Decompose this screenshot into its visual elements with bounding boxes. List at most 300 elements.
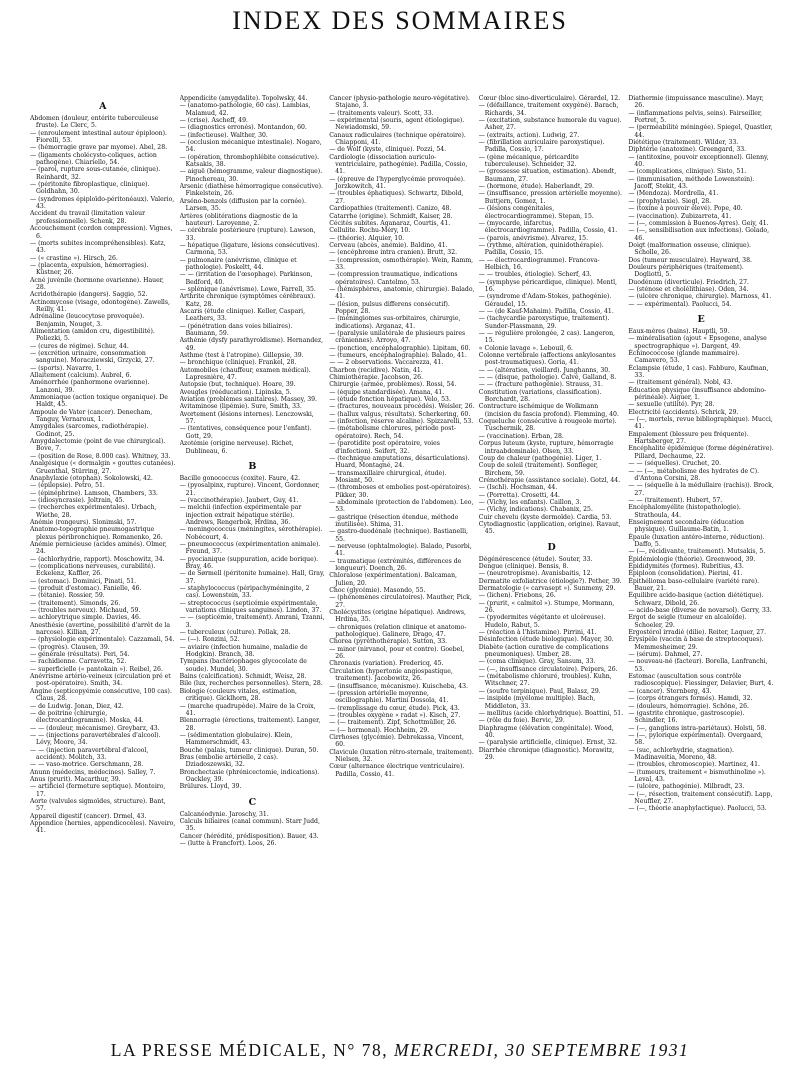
index-entry: — (insuffisance, mécanisme). Kuischeba, 43. <box>329 682 468 690</box>
index-entry: — (progrès). Clausen, 39. <box>30 643 110 651</box>
index-entry: — — (—, métabolisme des hydrates de C). d'Antona Corsini, 28. <box>628 467 760 482</box>
index-entry: — — (de Kauf-Mahaim). Padilla, Cossio, 41. <box>478 307 614 315</box>
index-entry: Brûlures. Lloyd, 39. <box>179 783 242 791</box>
index-entry: — (Vichy, les enfants). Caillon, 3. <box>478 498 582 506</box>
index-entry: — (hormone, étude). Haberlandt, 29. <box>478 183 594 191</box>
index-entry: Cardiopathies (traitement). Canizo, 48. <box>329 205 452 213</box>
index-entry: — (étude fonction hépatique). Velo, 53. <box>329 396 451 404</box>
index-entry: Diabète (action curative de complications pneumoniques). Umber, 28. <box>478 643 609 659</box>
index-columns <box>30 95 774 1027</box>
index-entry: — (neurotropisme). Avanisbaitis, 12. <box>478 570 593 578</box>
index-entry: Anaphylaxie (otophan). Sokolowski, 42. <box>30 474 153 482</box>
index-entry: — (compression traumatique, indications opératoires). Cantelmo, 53. <box>329 271 458 286</box>
index-entry: — (—, récidivante, traitement). Mutsakis, 5. <box>628 548 766 556</box>
index-entry: — — 2 observations. Vaccarezza, 41. <box>329 359 444 367</box>
index-entry: — (produit d'estomac). Fanielle, 46. <box>30 585 142 592</box>
index-entry: Anémie pernicieuse (acides aminés). Olmer, 24. <box>30 540 167 556</box>
index-entry: — tuberculeux (culture). Pollak, 28. <box>179 629 291 637</box>
index-entry: Anesthésie (avertine, possibilité d'arrêt de la narcose). Killian, 27. <box>30 621 171 637</box>
index-entry: — (troubles éphatiques). Schwartz, Dibold, 27. <box>329 190 464 205</box>
index-entry: Encéphalomyélite (histopathologie). Strathoula, 44. <box>628 504 741 519</box>
index-entry: Épididymites (formes). Rubritius, 43. <box>628 562 744 570</box>
index-entry: Amygdales (sarcomes, radiothérapie). Godinot, 25. <box>30 423 149 438</box>
index-entry: Accident du travail (limitation valeur professionnelle). Schenk, 28. <box>30 210 146 225</box>
index-entry: — (métabolisme chlorures, période post-opératoire). Rech, 54. <box>329 425 456 440</box>
index-entry: — — (séquelle à la médullaire (rachis)). Brock, 27. <box>628 482 774 497</box>
index-entry: Chimiothérapie. Jacobson, 26. <box>329 374 424 382</box>
index-entry: Cytodiagnostic (application, origine). Ravaut, 45. <box>478 520 621 536</box>
index-entry: — (paralysie artificielle, clinique). Ernst, 32. <box>478 739 617 747</box>
index-entry: Appendice (hernies, appendicocèles). Naveiro, 41. <box>30 820 176 835</box>
index-entry: — (achlorhydrie, rapport). Moschowitz, 34. <box>30 555 165 563</box>
index-entry: Arsenic (diathèse hémorragique consécutive). Finkelstein, 26. <box>179 183 323 198</box>
index-entry: Dégénérescence (étude). Souter, 33. <box>478 555 593 563</box>
index-entry: — (morts subites incompréhensibles). Katz, 43. <box>30 239 166 255</box>
index-entry: — — régulière prolongée, 2 cas). Langeron, 15. <box>478 330 615 345</box>
index-entry: — (estomac). Dominici, Pinati, 51. <box>30 577 137 585</box>
index-entry: — splénique (anévrisme). Lowe, Farrell, 35. <box>179 285 316 293</box>
index-entry: — (traitement général). Nobl, 43. <box>628 379 733 387</box>
index-entry: — (cancer). Sternberg, 43. <box>628 687 712 695</box>
index-entry: — superficielle (« pantokain »). Reibel, 26. <box>30 665 163 673</box>
index-entry: — (fractures, nouveaux procédés). Weisler, 26. <box>329 403 475 411</box>
index-entry: — — (altération, vieillard). Junghanns, 30. <box>478 366 611 374</box>
index-entry: — — (fracture pathogénie). Strauss, 31. <box>478 381 603 389</box>
index-entry: — — vaso-motrice. Gerschmann, 28. <box>30 761 144 769</box>
index-entry: — meningococcus (méningites, sérothérapie). Nobécourt, 4. <box>179 526 323 541</box>
index-entry: — (tachycardie paroxystique, traitement). Sunder-Plassmann, 29. <box>478 315 610 330</box>
index-entry: Bile (lux, recherches personnelles). Stern, 28. <box>179 680 323 688</box>
index-entry: Bains (calcification). Schmidt, Weisz, 28. <box>179 673 307 681</box>
index-entry: — (phénomènes circulatoires). Mauther, Pick, 27. <box>329 594 472 609</box>
index-entry: — (diagnostics erronés). Montandon, 60. <box>179 124 307 132</box>
index-entry: — — (douleur, mécanisme). Greybarz, 43. <box>30 724 160 732</box>
index-entry: Cerveau (abcès, anémie). Baldino, 41. <box>329 241 448 249</box>
index-entry: — (pyodermites végétante et ulcéreuse). Hudelo, Rabut, 5. <box>478 614 606 629</box>
index-entry: — (excitation, substance humorale du vague). Asher, 27. <box>478 117 622 132</box>
index-entry: — (fibrillation auriculaire paroxystique). Padilla, Cossio, 17. <box>478 139 605 154</box>
index-entry: Duodénum (diverticule). Friedrich, 27. <box>628 278 749 286</box>
index-entry: Chirurgie (armée, problèmes). Rossi, 54. <box>329 381 457 389</box>
index-entry: Éducation physique (insuffisance abdomino-périnéale). Aiguer, 1. <box>628 386 767 402</box>
index-entry: — (syndrome d'Adam-Stokes, pathogénie). Géraudel, 15. <box>478 293 612 308</box>
index-column-3 <box>329 95 475 1027</box>
index-entry: — (occlusion mécanique intestinale). Nogaro, 54. <box>179 139 322 154</box>
index-entry: — (suc, achlorhydrie, stagnation). Madinaveitia, Moreno, 48. <box>628 746 735 761</box>
index-entry: — (symphyse péricardique, clinique). Mentl, 16. <box>478 278 617 293</box>
index-entry: — (anatomo-pathologie, 60 cas). Lambias, Malamud, 42. <box>179 102 311 117</box>
page-title: INDEX DES SOMMAIRES <box>232 6 568 35</box>
index-entry: — (ponction, encéphalographie). Lipitam, 60. <box>329 344 471 352</box>
index-entry: — (épilepsie). Petro, 51. <box>30 482 105 490</box>
section-letter: A <box>99 101 107 112</box>
index-entry: — chroniques (relation clinique et anatomo-pathologique). Galinere, Drago, 47. <box>329 623 467 639</box>
index-entry: Épiploon (consolidation). Pierini, 41. <box>628 570 743 578</box>
index-entry: — bronchique (clinique). Frankel, 28. <box>179 359 297 367</box>
index-entry: Canaux radiculaires (technique opératoire). Chiapponi, 41. <box>329 131 466 147</box>
index-entry: Arthrite chronique (symptômes cérébraux). Katz, 28. <box>179 293 316 308</box>
index-entry: — (tétanie). Rossier, 59. <box>30 592 105 600</box>
index-entry: Cancer (hérédité, prédisposition). Bauer, 43. <box>179 832 319 840</box>
index-entry: — (défaillance, traitement oxygéné). Barach, Richards, 34. <box>478 102 619 117</box>
index-entry: — — (injections paravertébrales d'alcool). Lévy, Moore, 34. <box>30 731 161 747</box>
index-entry: — (sérum). Dahmel, 27. <box>628 651 703 659</box>
index-entry: — — (disque, pathologie). Calvé, Galland, 8. <box>478 374 617 382</box>
index-entry: Electricité (accidents). Schrick, 29. <box>628 408 739 416</box>
index-entry: — (pyosalpinx, rupture). Vincent, Gordonner, 21. <box>179 482 320 497</box>
index-entry: — (idiosyncrasie). Joltrain, 45. <box>30 496 125 504</box>
footer-date: MERCREDI, 30 SEPTEMBRE 1931 <box>394 1040 690 1060</box>
index-entry: — aviaire (infection humaine, maladie de Hodgkin). Branch, 38. <box>179 643 308 659</box>
index-entry: Asthme (test à l'atropine). Gillepsie, 39. <box>179 352 304 360</box>
index-entry: Cœur (alternance électrique ventriculaire). Padilla, Cossio, 41. <box>329 763 465 778</box>
index-entry: Aveugles (rééducation). Lipinska, 5. <box>179 388 292 396</box>
index-entry: — — (septicémie, traitement). Amrani, Tzanni, 3. <box>179 614 325 629</box>
index-entry: — (parotidite post opératoire, voies d'infection). Seifert, 32. <box>329 440 440 455</box>
index-entry: — melchii (infection expérimentale par injection extrait hépatique stérile). Andrews, Rengerbok, Hrdina, 36. <box>179 504 302 526</box>
index-column-1 <box>30 95 176 1027</box>
index-entry: — (méningiomes sus-orbitaires, chirurgie, indications). Arganaz, 41. <box>329 315 461 330</box>
index-entry: Arséno-benzols (diffusion par la cornée). Larsen, 35. <box>179 197 307 213</box>
index-entry: — (— traitement). Zipf, Schottmüller, 26. <box>329 719 457 727</box>
index-entry: — (excrétion urinaire, consommation sanguine). Moracziewski, Grzycki, 27. <box>30 350 155 365</box>
index-entry: Alimentation (amidon cru, digestibilité). Poliezki, 5. <box>30 327 155 343</box>
index-entry: — (péritonite fibroplastique, clinique). Goldhahn, 30. <box>30 181 150 196</box>
index-entry: — (Ischl). Hochsman, 44. <box>478 484 558 492</box>
index-entry: Bras (embolie artérielle, 2 cas). Dziadoszewski, 32. <box>179 753 278 769</box>
index-entry: Crénothérapie (assistance sociale). Gotzl, 44. <box>478 476 621 484</box>
index-entry: Automobiles (chauffeur, examen médical). Lapresnière, 47. <box>179 366 311 382</box>
index-entry: Anus (prurit). Macarthur, 39. <box>30 775 121 783</box>
index-entry: Diphtérie (anatoxine). Greengard, 33. <box>628 146 747 154</box>
index-entry: — (—, sensibilisation aux infections). Golado, 46. <box>628 227 770 242</box>
index-entry: Doigt (malformation osseuse, clinique). Scholle, 26. <box>628 241 752 257</box>
index-entry: — (tentatives, conséquence pour l'enfant). Gott, 29. <box>179 425 312 440</box>
index-entry: — (—, commission à Buenos-Ayres). Geiy, 41. <box>628 219 769 227</box>
index-entry: Contracture ischémique de Wolkmann (incision du fascia profond). Flemming, 40. <box>478 403 619 418</box>
index-entry: Allaitement (calcium). Aubrel, 6. <box>30 372 132 380</box>
index-entry: — (— hormonal). Hochheim, 29. <box>329 726 430 734</box>
index-entry: — hépatique (ligature, lésions consécutives). Carmona, 53. <box>179 241 320 257</box>
footer-issue: N° 78 <box>333 1040 383 1060</box>
section-letter: C <box>248 796 257 808</box>
index-entry: Douleurs périphériques (traitement). Dogliotti, 5. <box>628 263 744 279</box>
index-entry: Acridothérapie (dangers). Saggio, 52. <box>30 291 148 299</box>
index-entry: Acné juvénile (hormone ovarienne). Hauer, 28. <box>30 276 164 291</box>
index-entry: — — (irritation de l'œsophage). Parkinson, Bedford, 40. <box>179 271 313 286</box>
index-entry: Azotémie (origine nerveuse). Richet, Dublineau, 6. <box>179 440 294 455</box>
index-entry: — (lutte à Francfort). Loos, 26. <box>179 840 277 847</box>
index-entry: — expérimental (souris, agent étiologique). Newiadomski, 59. <box>329 117 465 132</box>
index-entry: — (marche quadrupède). Maire de la Croix, 41. <box>179 702 316 717</box>
index-entry: — (—). Ronzini, 52. <box>179 636 240 644</box>
index-entry: Diathermie (impuissance masculine). Mayr, 26. <box>628 95 764 110</box>
index-entry: — (gène mécanique, péricardite tuberculeuse). Schneider, 32. <box>478 153 579 169</box>
section-letter: D <box>547 541 556 553</box>
index-entry: — de poitrine (chirurgie, électrocardiogramme). Moska, 44. <box>30 709 144 725</box>
index-entry: — (pénétration dans voies biliaires). Baumann, 59. <box>179 322 293 337</box>
index-entry: — (toxine à pouvoir élevé). Pope, 40. <box>628 205 743 213</box>
index-entry: — (vaccination). Erban, 28. <box>478 432 564 440</box>
index-entry: — nerveuse (ophtalmologie). Balado, Pusorbi, 41. <box>329 542 472 558</box>
index-entry: Ammoniaque (action toxique organique). De Haldt, 45. <box>30 394 168 409</box>
index-entry: — (prurit, « calmitol »). Stumpe, Mormann, 26. <box>478 599 615 615</box>
index-entry: Dengue (clinique). Bensis, 8. <box>478 562 569 570</box>
index-entry: — — expérimental). Paolucci, 54. <box>628 300 732 308</box>
index-entry: Cellulite. Rochu-Méry, 10. <box>329 227 411 235</box>
index-entry: — traumatique (extrémités, différences de longueur). Doench, 26. <box>329 557 462 572</box>
index-entry: — (enroulement intestinal autour épiploon). Fiorelli, 53. <box>30 129 167 145</box>
index-entry: — (Vichy, indications). Chabanix, 25. <box>478 506 593 514</box>
index-entry: « Colonie lavage ». Lebouil, 6. <box>478 344 573 352</box>
index-entry: — (myocarde, infarctus, électrocardiogramme). Padilla, Cossio, 41. <box>478 219 618 235</box>
index-entry: — de Ludwig. Jonan, Diez, 42. <box>30 702 124 710</box>
index-entry: — (théorie). Alquier, 10. <box>329 234 405 242</box>
index-entry: — (tumeurs, traitement « bismuthinoline »). Leval, 43. <box>628 768 766 783</box>
index-entry: — (« crastine »). Hirsch, 26. <box>30 254 118 262</box>
index-entry: — (corps étrangers formés). Hamdi, 32. <box>628 695 753 703</box>
index-entry: Avortement (lésions internes). Lenczowski, 57. <box>179 410 314 426</box>
index-entry: Encéphalite épidémique (forme dégénérative). Pillard, Dechaume, 22. <box>628 445 774 460</box>
index-entry: — (complications nerveuses, curabilité). Eckelenz, Kaffler, 26. <box>30 562 156 578</box>
index-entry: Dos (tumeur musculaire). Hayward, 38. <box>628 256 752 264</box>
index-entry: Charbon (recidive). Natin, 41. <box>329 366 423 374</box>
index-entry: — (placenta, expulsion, hémorragies). Küstner, 26. <box>30 261 149 277</box>
index-entry: — cérébrale postérieure (rupture). Lawson, 33. <box>179 227 316 242</box>
index-entry: Amygdalectomie (point de vue chirurgical). Bove, 7. <box>30 438 166 453</box>
index-entry: — (ulcère chronique, chirurgie). Marnoss, 41. <box>628 293 772 301</box>
index-entry: — (perméabilité méningée). Spiegel, Quastler, 44. <box>628 124 773 139</box>
index-entry: — (ligaments cholécysto-coliques, action pathogène). Chiariello, 54. <box>30 151 157 167</box>
index-entry: Artères (oblitérations diagnostic de la hauteur). Laroyenne, 2. <box>179 212 298 227</box>
index-entry: — abdominale (protection de l'abdomen). Leo, 53. <box>329 498 474 514</box>
index-entry: — rachidienne. Carravetta, 52. <box>30 658 127 666</box>
index-entry: — (rythme, altération, quinidothérapie). Padilla, Cossio, 15. <box>478 241 604 257</box>
index-entry: Clavicule (luxation rétro-sternale, traitement). Nielsen, 32. <box>329 748 474 763</box>
index-entry: Désinfection (étude biologique). Mayer, 30. <box>478 636 614 644</box>
index-entry: — minéralisation (ajout « Epsogene, analyse spectrographique »). Dargent, 49. <box>628 335 767 350</box>
index-entry: Dermatologie (« carvasept »). Sunmeny, 29. <box>478 585 616 592</box>
index-entry: Diététique (traitement). Wilder, 33. <box>628 139 739 147</box>
index-entry: — nouveau-né (facteur). Borella, Lanfranchi, 53. <box>628 658 768 673</box>
index-entry: — (prophylaxie). Siegl, 28. <box>628 197 712 205</box>
section-letter: E <box>697 313 705 325</box>
index-entry: — (thromboses et embolies post-opératoires). Pikker, 30. <box>329 484 472 499</box>
index-entry: Diarrhée chronique (diagnostic). Morawitz, 29. <box>478 746 615 761</box>
index-entry: Constitution (variations, classification). Borchardt, 28. <box>478 388 602 404</box>
index-entry: Asthénie (dysfy parathyroïdisme). Hernandez, 49. <box>179 337 324 352</box>
index-entry: Empalement (blessure peu fréquente). Hartsberger, 27. <box>628 430 749 446</box>
index-entry: — (paroi, rupture sous-cutanée, clinique). Reinhardt, 32. <box>30 166 161 181</box>
index-entry: — sexuelle (utilité). Pyr, 28. <box>628 401 715 409</box>
index-entry: — (métabolisme chloruré, troubles). Kuhn, Witschner, 27. <box>478 673 612 688</box>
index-entry: Corpus luteum (kyste, rupture, hémorragie intraabdominale). Olsen, 33. <box>478 440 614 455</box>
index-entry: — (lésions congénitales, électrocardiogramme). Stepan, 15. <box>478 205 594 220</box>
index-entry: — minor (nirvanol, pour et contre). Goebel, 26. <box>329 645 465 661</box>
index-entry: — (vaccination). Zubizarreta, 41. <box>628 212 732 220</box>
index-entry: Épaule (luxation antéro-interne, réduction). Daffo, 5. <box>628 533 765 548</box>
section-letter: B <box>248 460 257 472</box>
index-entry: — (sténose et cholélithiase). Oden, 34. <box>628 285 749 293</box>
index-entry: Bacille gonococcus (coxite). Faure, 42. <box>179 474 301 482</box>
index-entry: — aiguë (hémogramme, valeur diagnostique). Pinochereau, 30. <box>179 168 323 183</box>
index-entry: — (sédimentation globulaire). Klein, Hammerschmidt, 43. <box>179 731 293 747</box>
index-entry: — (technique amputations, désarticulations). Huard, Montagné, 24. <box>329 454 470 470</box>
index-entry: Colonne vertébrale (affections ankylosantes post-traumatiques). Goria, 41. <box>478 352 616 367</box>
index-entry: Autopsie (but, technique). Hoare, 39. <box>179 381 296 389</box>
index-entry: — (gastrite chronique, gastroscopie). Schindler, 16. <box>628 709 745 725</box>
index-entry: Angine (septicopyémie consécutive, 100 cas). Claus, 28. <box>30 687 172 703</box>
index-entry: — (paralysie unilatérale de plusieurs paires crâniennes). Arroyo, 47. <box>329 330 466 345</box>
index-entry: Ergot de seigle (tumeur en alcaloïde). Schoeler, 29. <box>628 614 747 629</box>
index-entry: — (hallux valgus, résultats). Scherkering, 60. <box>329 410 471 418</box>
index-entry: — gastrique (résection étendue, méthode inutilisée). Shima, 31. <box>329 513 459 528</box>
index-entry: — (insuffisance, pression artérielle moyenne). Buttjern, Gomez, 1. <box>478 190 622 205</box>
index-entry: — (coma clinique). Gray, Sansum, 33. <box>478 658 596 666</box>
index-entry: — — (injection paravertébral d'alcool, accident). Molitch, 33. <box>30 746 149 761</box>
page-footer: LA PRESSE MÉDICALE, N° 78, MERCREDI, 30 SEPTEMBRE 1931 <box>110 1040 690 1060</box>
index-entry: Cirrhoses (glycémie). Debrekassa, Vincent, 60. <box>329 733 464 749</box>
index-column-2 <box>180 95 326 1027</box>
index-entry: Aorte (valvules sigmoïdes, structure). Bant, 57. <box>30 797 166 813</box>
index-entry: Biologie (couleurs vitales, estimation, critique). Gicklhorn, 28. <box>179 687 297 703</box>
index-entry: Anatomo-topographie pneumogastrique plexus péribronchique). Romanenko, 26. <box>30 526 163 541</box>
index-entry: Actinomycose (visage, odontogène). Zawells, Reilly, 41. <box>30 298 170 313</box>
index-entry: Ergostérol irradié (dilie). Reiter, Laquer, 27. <box>628 629 767 637</box>
index-entry: Chloralose (expérimentation). Balcaman, Julien, 20. <box>329 572 458 587</box>
index-entry: — (—, ganglions intra-pariétaux). Holsti, 58. <box>628 724 767 732</box>
index-entry: — (grossesse situation, estimation). Abendt, Baumann, 27. <box>478 168 617 183</box>
index-entry: Circulation (hypertonie angiospastique, traitement). Jacobowitz, 26. <box>329 667 453 683</box>
index-entry: — acido-base (diverse de novarsol). Gerry, 33. <box>628 607 772 615</box>
index-entry: Bronchectasie (phrénicectomie, indications). Oackley, 39. <box>179 768 320 783</box>
index-entry: Cholécystites (origine hépatique). Andrews, Hrdina, 35. <box>329 609 466 624</box>
index-entry: — (encéphrome intra cranien). Brutt, 32. <box>329 249 458 257</box>
index-entry: — pyocianique (suppuration, acide borique). Bray, 46. <box>179 555 319 570</box>
index-entry: — — troubles, étiologie). Scherf, 43. <box>478 271 592 279</box>
index-entry: Calcanéodynie. Jaroschy, 31. <box>179 810 269 818</box>
index-entry: Anémie (rongeurs). Slonimski, 57. <box>30 518 137 526</box>
index-entry: Cœur (bloc sino-diverticulaire). Gérardel, 12. <box>478 95 621 102</box>
index-entry: — de Sørmell (péritonite humaine). Hall, Gray, 37. <box>179 570 325 585</box>
index-entry: Coqueluche (consécutive à rougeole morte). Tuschermik, 28. <box>478 418 617 433</box>
index-entry: — (complications, clinique). Sisto, 51. <box>628 168 747 176</box>
index-entry: Tympans (bactériophages glycocolate de soude). Mundel, 30. <box>179 658 307 673</box>
index-entry: Bouche (palais, tumeur clinique). Duran, 50. <box>179 746 319 754</box>
index-entry: Équilibre acido-basique (action diététique). Schwarz, Dibold, 26. <box>628 592 764 607</box>
index-entry: — (soufre terpinique). Paul, Balasz, 29. <box>478 687 601 695</box>
index-entry: Estomac (auscultation sous contrôle radioscopique). Fiessinger, Delavier, Burt, 4. <box>628 673 774 688</box>
index-entry: Diaphragme (élévation congénitale). Wood, 40. <box>478 724 614 739</box>
index-entry: Abdomen (douleur, entérite tuberculeuse fruste). Le Clerc, 5. <box>30 115 159 130</box>
index-entry: Dermatite exfoliatrice (étiologie?). Pether, 39. <box>478 577 622 585</box>
index-entry: Échinococcose (glande mammaire). Camavero, 53. <box>628 350 740 365</box>
index-entry: Cardiologie (dissociation auriculo-ventriculaire, pathogénie). Padilla, Cossio, 41. <box>329 153 468 176</box>
index-entry: — (opération, thrombophlébite consécutive). Katsakis, 38. <box>179 153 320 169</box>
index-column-5 <box>628 95 774 1027</box>
index-entry: — transmaxillaire chirurgical, étude). Mosiant, 50. <box>329 469 447 484</box>
index-entry: — (infection, réserve alcaline). Spizzarelli, 53. <box>329 418 474 426</box>
index-entry: — (—, insuffisance circulatoire). Peipers, 26. <box>478 665 618 673</box>
index-entry: — (Mendoza). Mordrella, 41. <box>628 190 719 198</box>
index-entry: Anunn (médecins, médecines). Salley, 7. <box>30 768 156 776</box>
index-entry: — (sports). Navarre, 1. <box>30 364 102 372</box>
index-entry: — (extraits, action). Ludwig, 27. <box>478 131 580 139</box>
index-entry: — (hémorragie grave par myome). Abel, 28. <box>30 144 168 152</box>
index-entry: — (cures de régime). Schur, 44. <box>30 342 129 350</box>
index-entry: — (pression artérielle moyenne, oscillographie). Martini Dossola, 41. <box>329 689 449 705</box>
index-entry: — insipide (myélome multiple). Bach, Middleton, 33. <box>478 695 596 710</box>
index-entry: — (antitoxine, pouvoir exceptionnel). Glenny, 40. <box>628 153 769 169</box>
index-entry: — — (séquelles). Cruchet, 20. <box>628 460 722 468</box>
index-entry: — (troubles, chromoscopie). Martinez, 41. <box>628 761 760 769</box>
index-entry: Appendicite (amygdalite). Topolwsky, 44. <box>179 95 308 102</box>
index-entry: — (douleurs, hémorragie). Schöne, 26. <box>628 702 750 710</box>
index-entry: — (—, mortels, revue bibliographique). Mucci, 41. <box>628 416 773 431</box>
index-column-4 <box>479 95 625 1027</box>
index-entry: — générale (résultats). Peri, 54. <box>30 651 130 659</box>
index-entry: — staphylococcus (péripachyméningite, 2 cas). Lowenstein, 33. <box>179 585 310 600</box>
index-entry: — achlorytrique simple. Davies, 46. <box>30 614 141 622</box>
index-entry: — — (traitement). Hubert, 57. <box>628 496 723 504</box>
index-entry: Choc (glycémie). Masondo, 55. <box>329 587 426 595</box>
index-entry: — (rôle du foie). Bervic, 29. <box>478 717 565 725</box>
index-entry: Avitaminose (lipémie). Sure, Smith, 33. <box>179 403 302 411</box>
index-entry: — (crise). Ascheff, 49. <box>179 117 248 125</box>
index-entry: Chorea (pyréthothérapie). Sutton, 33. <box>329 638 448 646</box>
index-entry: Analgésique (« dormalgin » gouttes cutanées). Gruenthal, Stürring, 27. <box>30 460 176 475</box>
index-entry: — pneumococcus (expérimentation animale). Freund, 37. <box>179 540 321 556</box>
index-entry: — (ulcère, pathogénie). Milbradt, 23. <box>628 783 745 791</box>
index-entry: — (Porretta). Crosetti, 44. <box>478 491 560 499</box>
index-entry: Coup de chaleur (pathogénie). Liger, 1. <box>478 454 602 462</box>
index-entry: — (—, théorie anaphylactique). Paolucci, 53. <box>628 805 767 813</box>
index-entry: — (traitements valeur). Scott, 33. <box>329 109 434 117</box>
index-entry: Ampoule de Vater (cancer). Denecham, Tanguy, Vernaroux, 1. <box>30 408 153 424</box>
index-entry: Anévrisme artério-veineux (circulation pré et post-opératoire). Smith, 34. <box>30 673 171 688</box>
index-entry: — — électrocardiogramme). Francova-Helbich, 16. <box>478 256 600 271</box>
index-entry: Ascaris (étude clinique). Keller, Caspari, Leathers, 33. <box>179 307 306 323</box>
index-entry: Éclampsie (étude, 1 cas). Fabburo, Kaufman, 33. <box>628 364 769 380</box>
index-entry: — (remplissage du cœur, étude). Pick, 43. <box>329 704 460 712</box>
index-entry: Catarrhe (origine). Schmidt, Kaiser, 28. <box>329 212 453 220</box>
index-entry: — (épinéphrine). Lamson, Chambers, 33. <box>30 489 159 497</box>
index-entry: Appareil digestif (cancer). Drmel, 43. <box>30 812 147 820</box>
index-entry: Épithélioma baso-cellulaire (variété rare). Bauer, 21. <box>628 577 760 592</box>
index-entry: Chronaxis (variation). Fredericq, 45. <box>329 660 444 668</box>
index-entry: Coup de soleil (traitement). Sonfleger, Birchem, 59. <box>478 462 598 477</box>
index-entry: — mellitus (acide chlorhydrique). Boattini, 51. <box>478 709 624 717</box>
index-entry: — (hémisphères, anatomie, chirurgie). Balado, 41. <box>329 285 475 301</box>
index-entry: — (parois, anévrisme). Alvarez, 15. <box>478 234 589 242</box>
index-entry: — gastro-duodénale (technique). Bastianelli, 55. <box>329 528 468 543</box>
index-entry: — (épreuve de l'hyperglycémie provoquée). Jorzkowitch, 41. <box>329 175 465 191</box>
index-entry: — (réaction à l'histamine). Pirrini, 41. <box>478 629 597 637</box>
index-entry: — (recherches expérimentales). Urbach, Wiethe, 28. <box>30 504 157 519</box>
index-entry: — pulmonaire (anévrisme, clinique et pathologie). Poskeltt, 44. <box>179 256 297 271</box>
index-entry: — (vaccinothérapie). Jaubert, Guy, 41. <box>179 496 299 504</box>
index-entry: — (infectieuse). Walther, 30. <box>179 131 268 139</box>
index-entry: Cécités subites. Aganaraz, Courtis, 41. <box>329 219 451 227</box>
index-entry: — (lésion, pulsus differens consécutif). Popper, 28. <box>329 300 450 315</box>
index-entry: Cancer (physio-pathologie neuro-végétative). Stajano, 3. <box>329 95 470 110</box>
index-entry: — streptococcus (septicémie expérimentale, variations cliniques sanguines). Lindon, 37. <box>179 599 322 615</box>
index-entry: — (troubles oxygène « radat »). Kisch, 27. <box>329 711 461 719</box>
index-entry: — (troubles nerveux). Michaud, 59. <box>30 607 141 615</box>
index-entry: — (position de Rose, 8.000 cas). Whitney, 33. <box>30 452 171 460</box>
index-entry: — (tumeurs, encéphalographie). Balado, 41. <box>329 352 467 360</box>
index-entry: — (équipe standardisée). Amana, 41. <box>329 388 445 396</box>
